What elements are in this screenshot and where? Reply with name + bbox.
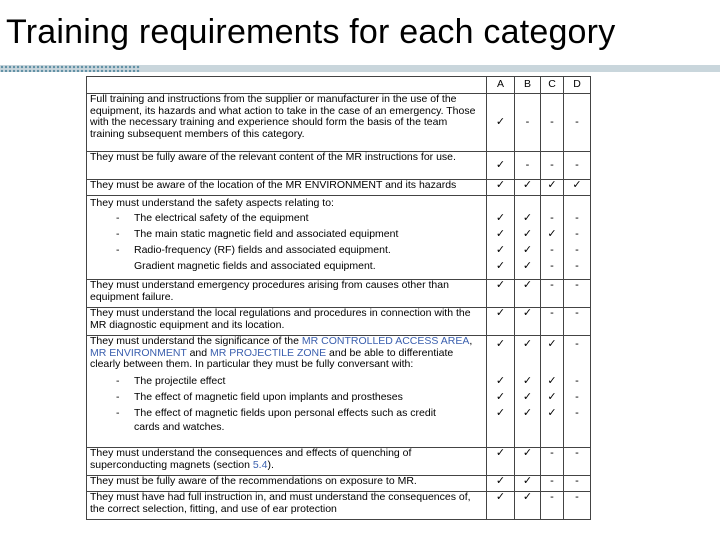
list-item: - The effect of magnetic field upon implants and prostheses (116, 391, 403, 403)
mark-a: ✓ (495, 260, 506, 272)
mark-c: - (541, 94, 564, 152)
header-category-b: B (515, 77, 541, 94)
mark-b: ✓ (515, 308, 541, 336)
header-category-a: A (487, 77, 515, 94)
table-row (87, 448, 591, 476)
mark-b: ✓ (522, 228, 533, 240)
mark-d: - (575, 407, 579, 419)
term-projectile-zone: MR PROJECTILE ZONE (210, 346, 327, 359)
mark-a: ✓ (495, 228, 506, 240)
mark-d: - (575, 228, 579, 240)
term-controlled-access-area: MR CONTROLLED ACCESS AREA (301, 335, 470, 347)
mark-column-c (541, 196, 564, 280)
mark-column-b (515, 336, 541, 448)
list-item-text: The electrical safety of the equipment (134, 212, 309, 224)
mark-c: ✓ (547, 338, 557, 350)
mark-c: - (541, 492, 564, 520)
mark-b: ✓ (515, 476, 541, 492)
table-row (87, 476, 591, 492)
mark-c: - (541, 280, 564, 308)
mark-b: ✓ (515, 180, 541, 196)
mark-b: ✓ (522, 260, 533, 272)
mark-c: - (550, 260, 554, 272)
requirement-sublist (90, 373, 483, 433)
mark-a: ✓ (487, 476, 515, 492)
requirement-text: They must be fully aware of the recommendations on exposure to MR. (87, 476, 487, 492)
mark-c: - (541, 152, 564, 180)
list-item-text: Gradient magnetic fields and associated equipment. (134, 260, 376, 272)
mark-c: ✓ (541, 180, 564, 196)
requirement-sublist (90, 210, 483, 274)
mark-d: - (564, 94, 591, 152)
header-category-d: D (564, 77, 591, 94)
list-item: - Radio-frequency (RF) fields and associated equipment. (116, 244, 391, 256)
table-row (87, 180, 591, 196)
mark-d: - (564, 308, 591, 336)
mark-column-d (564, 336, 591, 448)
mark-c: - (541, 476, 564, 492)
mark-b: ✓ (522, 244, 533, 256)
mark-a: ✓ (487, 180, 515, 196)
mark-d: - (564, 476, 591, 492)
table-row (87, 280, 591, 308)
list-item-text: Radio-frequency (RF) fields and associated equipment. (134, 244, 391, 256)
table-row (87, 94, 591, 152)
requirement-text (87, 196, 487, 280)
list-item-text: The effect of magnetic fields upon personal effects such as credit (134, 407, 436, 419)
term-mr-environment: MR ENVIRONMENT (90, 346, 187, 359)
requirement-text: They must be aware of the location of the MR ENVIRONMENT and its hazards (87, 180, 487, 196)
list-item (90, 421, 483, 433)
header-description (87, 77, 487, 94)
mark-b: ✓ (522, 338, 533, 350)
mark-a: ✓ (487, 308, 515, 336)
mark-b: ✓ (515, 448, 541, 476)
mark-b: ✓ (522, 391, 533, 403)
requirement-text: Full training and instructions from the supplier or manufacturer in the use of the equipment, its hazards and what action to take in the case of an emergency. Those with the necessary training and experience should form the basis of the team training subsequent members of this category. (87, 94, 487, 152)
mark-column-b (515, 196, 541, 280)
mark-b: ✓ (522, 212, 533, 224)
list-item: - The electrical safety of the equipment (116, 212, 309, 224)
mark-b: - (515, 152, 541, 180)
mark-column-d (564, 196, 591, 280)
table-row (87, 308, 591, 336)
list-item-text: The main static magnetic field and associated equipment (134, 228, 399, 240)
mark-a: ✓ (487, 152, 515, 180)
requirement-text: They must have had full instruction in, and must understand the consequences of, the correct selection, fitting, and use of ear protection (87, 492, 487, 520)
requirement-intro: They must understand the safety aspects relating to: (90, 197, 334, 209)
mark-d: - (575, 375, 579, 387)
mark-a: ✓ (487, 94, 515, 152)
requirement-text: They must be fully aware of the relevant content of the MR instructions for use. (87, 152, 487, 180)
mark-c: ✓ (547, 407, 557, 419)
mark-c: - (541, 308, 564, 336)
mark-d: - (575, 391, 579, 403)
table-header-row (87, 77, 591, 94)
requirement-text: They must understand emergency procedures arising from causes other than equipment failure. (87, 280, 487, 308)
mark-d: - (575, 212, 579, 224)
training-requirements-table (86, 76, 591, 520)
mark-c: - (550, 244, 554, 256)
mark-a: ✓ (495, 391, 506, 403)
mark-a: ✓ (487, 448, 515, 476)
mark-d: - (575, 260, 579, 272)
requirement-intro: They must understand the significance of the MR CONTROLLED ACCESS AREA, MR ENVIRONMENT and MR PROJECTILE ZONE and be able to differentiate clearly between them. In particular they must be fully conversant with: (90, 335, 473, 370)
mark-d: - (564, 152, 591, 180)
mark-column-a (487, 196, 515, 280)
mark-c: - (541, 448, 564, 476)
list-item-text: The effect of magnetic field upon implants and prostheses (134, 391, 403, 403)
table-row (87, 492, 591, 520)
mark-column-c (541, 336, 564, 448)
mark-b: ✓ (515, 492, 541, 520)
list-item: - The projectile effect (116, 375, 226, 387)
table-row (87, 336, 591, 448)
mark-d: - (575, 244, 579, 256)
mark-a: ✓ (495, 212, 506, 224)
list-item (90, 258, 483, 274)
slide-title: Training requirements for each category (6, 13, 616, 51)
mark-a: ✓ (495, 338, 506, 350)
mark-a: ✓ (487, 280, 515, 308)
mark-d: - (564, 448, 591, 476)
table-row (87, 196, 591, 280)
requirement-text: They must understand the consequences and effects of quenching of superconducting magnets (section 5.4). (87, 448, 487, 476)
mark-a: ✓ (495, 244, 506, 256)
list-item-text: cards and watches. (134, 421, 225, 433)
mark-c: ✓ (547, 375, 557, 387)
mark-c: - (550, 212, 554, 224)
title-underline-pattern (0, 65, 140, 72)
section-reference: 5.4 (252, 458, 268, 471)
mark-d: ✓ (564, 180, 591, 196)
mark-d: - (575, 338, 579, 350)
list-item-text: The projectile effect (134, 375, 226, 387)
mark-a: ✓ (495, 407, 506, 419)
list-item: - The main static magnetic field and associated equipment (116, 228, 399, 240)
header-category-c: C (541, 77, 564, 94)
mark-c: ✓ (547, 228, 557, 240)
mark-d: - (564, 492, 591, 520)
mark-b: ✓ (522, 407, 533, 419)
requirement-text (87, 336, 487, 448)
table-row (87, 152, 591, 180)
mark-b: - (515, 94, 541, 152)
mark-column-a (487, 336, 515, 448)
mark-d: - (564, 280, 591, 308)
mark-a: ✓ (495, 375, 506, 387)
mark-b: ✓ (522, 375, 533, 387)
requirement-text: They must understand the local regulations and procedures in connection with the MR diagnostic equipment and its location. (87, 308, 487, 336)
mark-a: ✓ (487, 492, 515, 520)
list-item: - The effect of magnetic fields upon personal effects such as credit (116, 407, 436, 419)
mark-c: ✓ (547, 391, 557, 403)
mark-b: ✓ (515, 280, 541, 308)
